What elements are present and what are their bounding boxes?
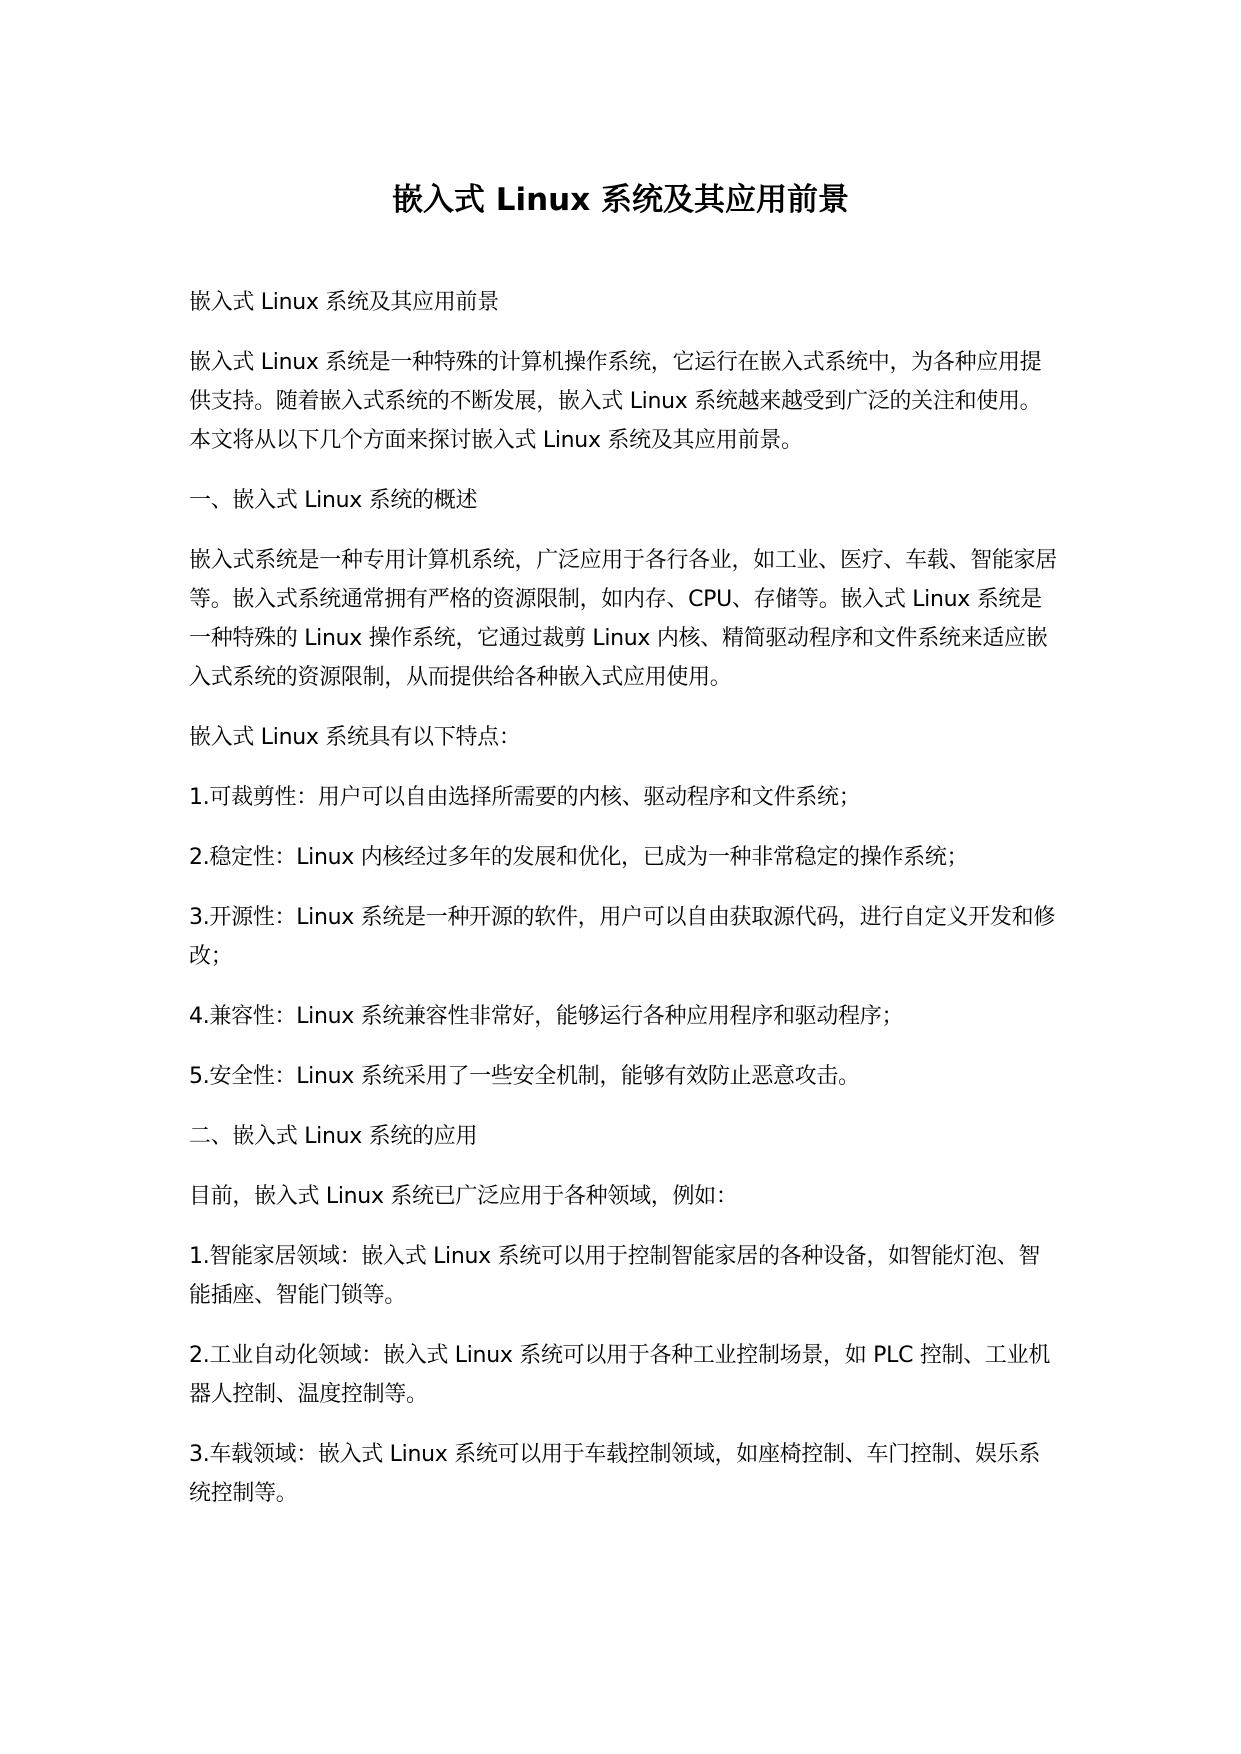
feature-item: 3.开源性：Linux 系统是一种开源的软件，用户可以自由获取源代码，进行自定义开发和修改； (189, 905, 1056, 969)
document-title: 嵌入式 Linux 系统及其应用前景 (391, 182, 850, 218)
overview-paragraph: 嵌入式系统是一种专用计算机系统，广泛应用于各行各业，如工业、医疗、车载、智能家居等。嵌入式系统通常拥有严格的资源限制，如内存、CPU、存储等。嵌入式 Linux 系统是一种特殊的 Linux 操作系统，它通过裁剪 Linux 内核、精简驱动程序和文件系统来适应嵌入式系统的资源限制，从而提供给各种嵌入式应用使用。 (189, 548, 1058, 690)
feature-item: 4.兼容性：Linux 系统兼容性非常好，能够运行各种应用程序和驱动程序； (189, 1004, 904, 1029)
application-item: 1.智能家居领域：嵌入式 Linux 系统可以用于控制智能家居的各种设备，如智能灯泡、智能插座、智能门锁等。 (189, 1244, 1041, 1308)
application-item: 2.工业自动化领域：嵌入式 Linux 系统可以用于各种工业控制场景，如 PLC 控制、工业机器人控制、温度控制等。 (189, 1343, 1051, 1407)
section-heading-overview: 一、嵌入式 Linux 系统的概述 (189, 488, 478, 513)
feature-item: 2.稳定性：Linux 内核经过多年的发展和优化，已成为一种非常稳定的操作系统； (189, 845, 969, 870)
applications-intro: 目前，嵌入式 Linux 系统已广泛应用于各种领域，例如： (189, 1184, 738, 1209)
subtitle-paragraph: 嵌入式 Linux 系统及其应用前景 (189, 290, 499, 315)
features-intro: 嵌入式 Linux 系统具有以下特点： (189, 725, 521, 750)
feature-item: 1.可裁剪性：用户可以自由选择所需要的内核、驱动程序和文件系统； (189, 785, 861, 810)
intro-paragraph: 嵌入式 Linux 系统是一种特殊的计算机操作系统，它运行在嵌入式系统中，为各种应用提供支持。随着嵌入式系统的不断发展，嵌入式 Linux 系统越来越受到广泛的关注和使用。本文将从以下几个方面来探讨嵌入式 Linux 系统及其应用前景。 (189, 350, 1042, 453)
application-item: 3.车载领域：嵌入式 Linux 系统可以用于车载控制领域，如座椅控制、车门控制、娱乐系统控制等。 (189, 1442, 1041, 1506)
document-body (189, 283, 1059, 1534)
feature-item: 5.安全性：Linux 系统采用了一些安全机制，能够有效防止恶意攻击。 (189, 1064, 860, 1089)
section-heading-applications: 二、嵌入式 Linux 系统的应用 (189, 1124, 478, 1149)
